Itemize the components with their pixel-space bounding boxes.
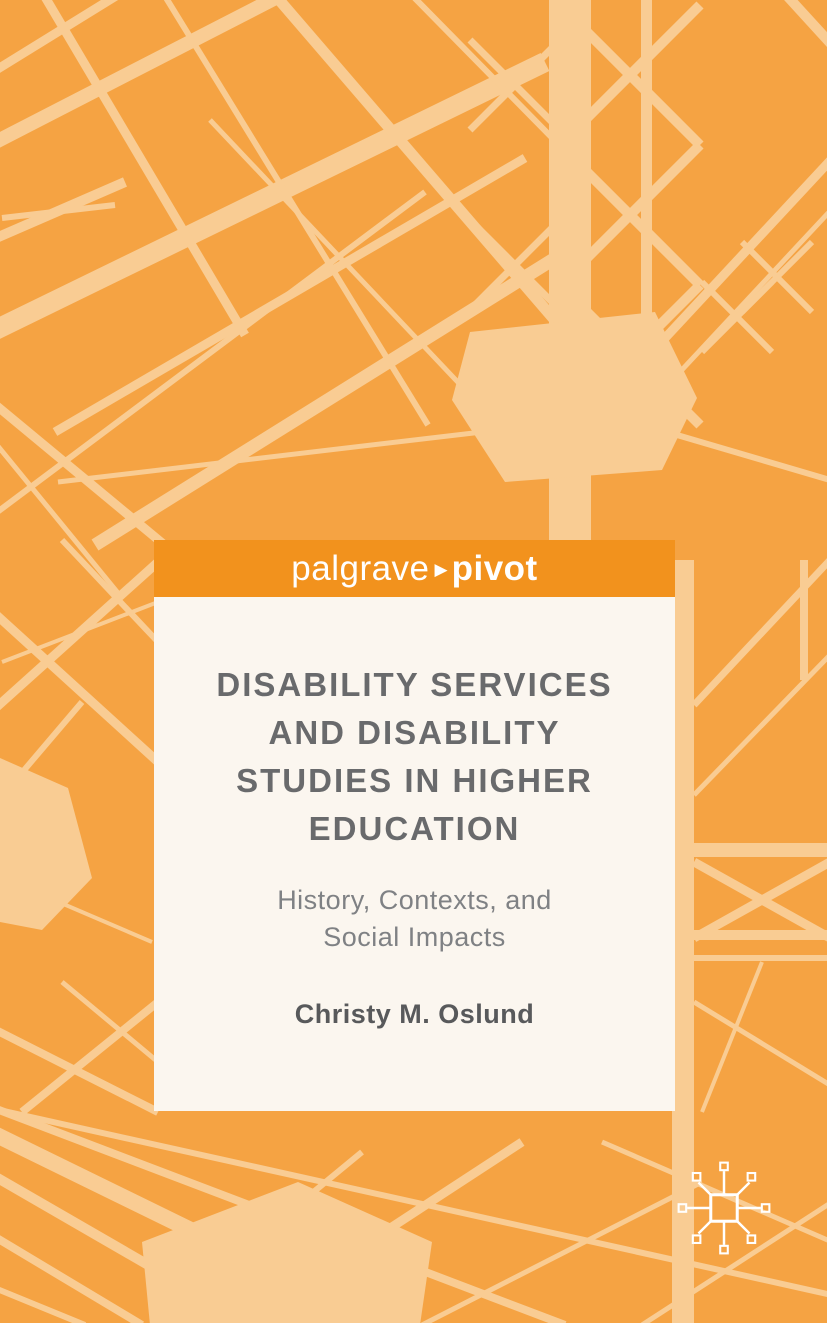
pivot-logo-icon (672, 1156, 776, 1260)
title-line: EDUCATION (308, 810, 521, 847)
publisher-banner (154, 540, 675, 597)
title-line: DISABILITY SERVICES (216, 666, 613, 703)
subtitle-line: History, Contexts, and (277, 885, 552, 915)
title-line: STUDIES IN HIGHER (236, 762, 593, 799)
book-title (154, 661, 675, 853)
imprint-name: pivot (451, 549, 538, 588)
subtitle-line: Social Impacts (323, 922, 506, 952)
title-panel (154, 597, 675, 1111)
palgrave-pivot-logo (291, 551, 537, 586)
book-subtitle (154, 882, 675, 956)
author-name: Christy M. Oslund (294, 999, 535, 1029)
title-line: AND DISABILITY (268, 714, 561, 751)
publisher-name: palgrave (291, 549, 430, 588)
logo-arrow-icon: ▶ (434, 560, 448, 579)
